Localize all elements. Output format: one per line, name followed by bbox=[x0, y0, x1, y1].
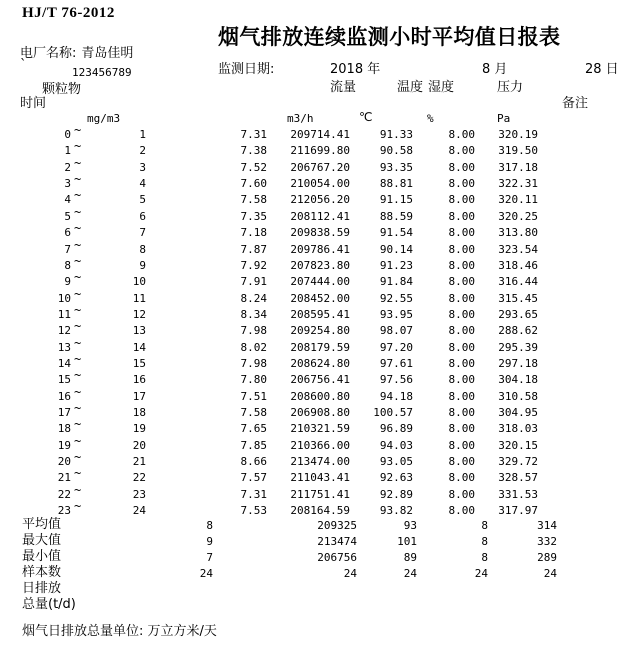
humidity-value: 8.00 bbox=[448, 160, 475, 174]
hour-end: 24 bbox=[132, 504, 146, 518]
pressure-value: 313.80 bbox=[498, 226, 538, 240]
temperature-value: 91.15 bbox=[379, 193, 413, 207]
hour-end: 20 bbox=[132, 438, 146, 452]
temperature-summary: 101 bbox=[397, 535, 417, 548]
hour-start: 13 bbox=[57, 340, 71, 354]
temperature-value: 96.89 bbox=[379, 422, 413, 436]
temperature-value: 97.20 bbox=[379, 340, 413, 354]
flow-summary: 213474 bbox=[317, 535, 357, 548]
temperature-value: 91.23 bbox=[379, 258, 413, 272]
temperature-value: 93.05 bbox=[379, 455, 413, 468]
column-header-time: 时间 bbox=[20, 96, 47, 111]
table-row bbox=[0, 302, 637, 323]
hour-end: 1 bbox=[139, 128, 146, 141]
dust-value: 7.60 bbox=[240, 177, 267, 191]
humidity-value: 8.00 bbox=[448, 504, 475, 518]
tilde-mark: ~ bbox=[74, 499, 82, 514]
flow-value: 208595.41 bbox=[290, 307, 350, 321]
table-row bbox=[0, 499, 637, 519]
flow-summary: 206756 bbox=[317, 551, 357, 564]
tilde-mark: ~ bbox=[74, 319, 82, 334]
temperature-summary: 24 bbox=[403, 567, 417, 580]
flow-value: 211751.41 bbox=[290, 487, 350, 501]
unit-dust: mg/m3 bbox=[87, 112, 121, 125]
tick-mark: ` bbox=[20, 58, 27, 73]
dust-value: 8.24 bbox=[240, 291, 267, 305]
hour-end: 5 bbox=[139, 193, 146, 207]
hour-start: 17 bbox=[57, 406, 71, 419]
report-title: 烟气排放连续监测小时平均值日报表 bbox=[218, 25, 561, 49]
tilde-mark: ~ bbox=[74, 466, 82, 481]
dust-value: 7.58 bbox=[240, 193, 267, 207]
dust-value: 7.58 bbox=[240, 406, 267, 419]
hour-end: 13 bbox=[132, 324, 146, 338]
dust-value: 7.92 bbox=[240, 258, 267, 272]
flow-value: 210366.00 bbox=[290, 438, 350, 452]
temperature-value: 91.54 bbox=[379, 226, 413, 240]
tilde-mark: ~ bbox=[74, 351, 82, 366]
humidity-value: 8.00 bbox=[448, 307, 475, 321]
table-row bbox=[0, 417, 637, 437]
monitor-date-year: 2018 年 bbox=[330, 62, 381, 77]
humidity-summary: 8 bbox=[481, 551, 488, 564]
hour-start: 15 bbox=[57, 373, 71, 387]
flow-value: 210321.59 bbox=[290, 422, 350, 436]
humidity-summary: 8 bbox=[481, 535, 488, 548]
dust-summary: 9 bbox=[206, 535, 213, 548]
hour-end: 2 bbox=[139, 144, 146, 158]
dust-value: 7.31 bbox=[240, 487, 267, 501]
temperature-value: 91.33 bbox=[379, 128, 413, 141]
column-header-pressure: 压力 bbox=[497, 80, 524, 95]
tilde-mark: ~ bbox=[74, 139, 82, 154]
temperature-summary: 93 bbox=[403, 519, 417, 532]
pressure-value: 320.11 bbox=[498, 193, 538, 207]
pressure-summary: 24 bbox=[543, 567, 557, 580]
table-row bbox=[0, 319, 637, 339]
table-row bbox=[0, 237, 637, 258]
hour-start: 18 bbox=[57, 422, 71, 436]
table-row bbox=[0, 123, 637, 143]
dust-value: 7.35 bbox=[240, 209, 267, 223]
tilde-mark: ~ bbox=[74, 482, 82, 497]
dust-value: 7.98 bbox=[240, 356, 267, 370]
pressure-value: 295.39 bbox=[498, 340, 538, 354]
temperature-value: 97.61 bbox=[379, 356, 413, 370]
hour-start: 12 bbox=[57, 324, 71, 338]
flow-value: 208164.59 bbox=[290, 504, 350, 518]
humidity-value: 8.00 bbox=[448, 340, 475, 354]
unit-temperature: ℃ bbox=[359, 110, 373, 124]
temperature-value: 90.14 bbox=[379, 242, 413, 256]
summary-extra-label: 日排放 bbox=[22, 581, 62, 596]
table-row bbox=[0, 139, 637, 159]
flow-value: 206908.80 bbox=[290, 406, 350, 419]
temperature-value: 91.84 bbox=[379, 275, 413, 289]
flow-value: 208112.41 bbox=[290, 209, 350, 223]
hour-start: 0 bbox=[64, 128, 71, 141]
table-row bbox=[0, 221, 637, 241]
hour-start: 16 bbox=[57, 389, 71, 403]
column-header-humidity: 湿度 bbox=[428, 80, 455, 95]
flow-value: 209786.41 bbox=[290, 242, 350, 256]
humidity-value: 8.00 bbox=[448, 389, 475, 403]
table-row bbox=[0, 172, 637, 192]
monitor-date-label: 监测日期: bbox=[218, 62, 275, 77]
humidity-value: 8.00 bbox=[448, 438, 475, 452]
dust-summary: 7 bbox=[206, 551, 213, 564]
tilde-mark: ~ bbox=[74, 270, 82, 285]
hour-start: 10 bbox=[57, 291, 71, 305]
pressure-value: 317.97 bbox=[498, 504, 538, 518]
pressure-value: 317.18 bbox=[498, 160, 538, 174]
humidity-value: 8.00 bbox=[448, 487, 475, 501]
pressure-value: 310.58 bbox=[498, 389, 538, 403]
pressure-value: 297.18 bbox=[498, 356, 538, 370]
tilde-mark: ~ bbox=[74, 253, 82, 268]
hour-end: 15 bbox=[132, 356, 146, 370]
table-row bbox=[0, 351, 637, 372]
flow-value: 208624.80 bbox=[290, 356, 350, 370]
humidity-value: 8.00 bbox=[448, 406, 475, 419]
hour-end: 12 bbox=[132, 307, 146, 321]
plant-name-line bbox=[20, 47, 133, 60]
dust-value: 7.65 bbox=[240, 422, 267, 436]
table-row bbox=[0, 482, 637, 503]
dust-value: 7.52 bbox=[240, 160, 267, 174]
tilde-mark: ~ bbox=[74, 204, 82, 219]
hour-end: 22 bbox=[132, 471, 146, 485]
summary-label: 最小值 bbox=[22, 549, 62, 564]
humidity-value: 8.00 bbox=[448, 373, 475, 387]
tilde-mark: ~ bbox=[74, 335, 82, 350]
temperature-value: 93.35 bbox=[379, 160, 413, 174]
humidity-summary: 24 bbox=[474, 567, 488, 580]
humidity-summary: 8 bbox=[481, 519, 488, 532]
flow-value: 211699.80 bbox=[290, 144, 350, 158]
humidity-value: 8.00 bbox=[448, 177, 475, 191]
humidity-value: 8.00 bbox=[448, 422, 475, 436]
pressure-value: 316.44 bbox=[498, 275, 538, 289]
hour-end: 6 bbox=[139, 209, 146, 223]
unit-humidity: % bbox=[427, 112, 434, 125]
pressure-value: 293.65 bbox=[498, 307, 538, 321]
summary-row bbox=[0, 566, 637, 582]
summary-label: 平均值 bbox=[22, 517, 62, 532]
plant-code: 123456789 bbox=[72, 66, 132, 79]
tilde-mark: ~ bbox=[74, 188, 82, 203]
pressure-value: 320.15 bbox=[498, 438, 538, 452]
unit-pressure: Pa bbox=[497, 112, 511, 125]
flow-value: 206767.20 bbox=[290, 160, 350, 174]
tilde-mark: ~ bbox=[74, 401, 82, 415]
dust-value: 7.85 bbox=[240, 438, 267, 452]
pressure-value: 288.62 bbox=[498, 324, 538, 338]
tilde-mark: ~ bbox=[74, 450, 82, 464]
dust-value: 7.31 bbox=[240, 128, 267, 141]
hour-start: 4 bbox=[64, 193, 71, 207]
temperature-value: 88.81 bbox=[379, 177, 413, 191]
flow-value: 212056.20 bbox=[290, 193, 350, 207]
pressure-value: 323.54 bbox=[498, 242, 538, 256]
summary-extra-label: 总量(t/d) bbox=[22, 597, 76, 612]
dust-value: 7.38 bbox=[240, 144, 267, 158]
pressure-value: 328.57 bbox=[498, 471, 538, 485]
dust-value: 7.51 bbox=[240, 389, 267, 403]
hour-start: 2 bbox=[64, 160, 71, 174]
hour-end: 8 bbox=[139, 242, 146, 256]
footer-note: 烟气日排放总量单位: 万立方米/天 bbox=[22, 624, 217, 639]
hour-start: 11 bbox=[57, 307, 71, 321]
hour-start: 3 bbox=[64, 177, 71, 191]
temperature-value: 94.03 bbox=[379, 438, 413, 452]
dust-value: 8.34 bbox=[240, 307, 267, 321]
pressure-value: 318.46 bbox=[498, 258, 538, 272]
flow-summary: 24 bbox=[343, 567, 357, 580]
flow-value: 209838.59 bbox=[290, 226, 350, 240]
hour-start: 14 bbox=[57, 356, 71, 370]
dust-value: 7.18 bbox=[240, 226, 267, 240]
summary-row bbox=[0, 534, 637, 550]
temperature-value: 93.82 bbox=[379, 504, 413, 518]
table-row bbox=[0, 286, 637, 307]
hour-end: 4 bbox=[139, 177, 146, 191]
dust-summary: 8 bbox=[206, 519, 213, 532]
standard-code: HJ/T 76-2012 bbox=[22, 5, 115, 21]
humidity-value: 8.00 bbox=[448, 471, 475, 485]
hour-start: 22 bbox=[57, 487, 71, 501]
flow-value: 208600.80 bbox=[290, 389, 350, 403]
hour-end: 10 bbox=[132, 275, 146, 289]
monitor-date-day: 28 日 bbox=[585, 62, 619, 77]
table-row bbox=[0, 433, 637, 454]
tilde-mark: ~ bbox=[74, 384, 82, 399]
dust-summary: 24 bbox=[199, 567, 213, 580]
hour-start: 21 bbox=[57, 471, 71, 485]
hour-start: 7 bbox=[64, 242, 71, 256]
hour-start: 1 bbox=[64, 144, 71, 158]
column-header-temperature: 温度 bbox=[397, 80, 424, 95]
humidity-value: 8.00 bbox=[448, 324, 475, 338]
plant-name-value: 青岛佳明 bbox=[81, 46, 134, 61]
flow-value: 208452.00 bbox=[290, 291, 350, 305]
summary-label: 样本数 bbox=[22, 565, 62, 580]
temperature-value: 88.59 bbox=[379, 209, 413, 223]
pressure-summary: 289 bbox=[537, 551, 557, 564]
flow-value: 207444.00 bbox=[290, 275, 350, 289]
flow-value: 207823.80 bbox=[290, 258, 350, 272]
humidity-value: 8.00 bbox=[448, 291, 475, 305]
tilde-mark: ~ bbox=[74, 302, 82, 317]
table-row bbox=[0, 253, 637, 274]
tilde-mark: ~ bbox=[74, 417, 82, 432]
pressure-value: 304.18 bbox=[498, 373, 538, 387]
temperature-value: 92.55 bbox=[379, 291, 413, 305]
humidity-value: 8.00 bbox=[448, 356, 475, 370]
flow-value: 213474.00 bbox=[290, 455, 350, 468]
dust-value: 7.91 bbox=[240, 275, 267, 289]
hour-start: 5 bbox=[64, 209, 71, 223]
tilde-mark: ~ bbox=[74, 221, 82, 236]
hour-start: 20 bbox=[57, 455, 71, 468]
hour-start: 19 bbox=[57, 438, 71, 452]
temperature-value: 100.57 bbox=[373, 406, 413, 419]
table-row bbox=[0, 466, 637, 486]
temperature-value: 92.63 bbox=[379, 471, 413, 485]
pressure-value: 319.50 bbox=[498, 144, 538, 158]
table-row bbox=[0, 335, 637, 356]
summary-extra-row bbox=[0, 598, 637, 614]
humidity-value: 8.00 bbox=[448, 209, 475, 223]
humidity-value: 8.00 bbox=[448, 193, 475, 207]
humidity-value: 8.00 bbox=[448, 128, 475, 141]
tilde-mark: ~ bbox=[74, 155, 82, 170]
hour-end: 17 bbox=[132, 389, 146, 403]
humidity-value: 8.00 bbox=[448, 258, 475, 272]
temperature-value: 97.56 bbox=[379, 373, 413, 387]
flow-value: 206756.41 bbox=[290, 373, 350, 387]
temperature-value: 98.07 bbox=[379, 324, 413, 338]
humidity-value: 8.00 bbox=[448, 242, 475, 256]
hour-end: 14 bbox=[132, 340, 146, 354]
dust-value: 7.87 bbox=[240, 242, 267, 256]
flow-value: 209714.41 bbox=[290, 128, 350, 141]
table-row bbox=[0, 204, 637, 225]
dust-value: 7.98 bbox=[240, 324, 267, 338]
humidity-value: 8.00 bbox=[448, 455, 475, 468]
tilde-mark: ~ bbox=[74, 123, 82, 137]
dust-value: 7.53 bbox=[240, 504, 267, 518]
hour-end: 16 bbox=[132, 373, 146, 387]
table-row bbox=[0, 368, 637, 388]
flow-value: 210054.00 bbox=[290, 177, 350, 191]
table-row bbox=[0, 155, 637, 176]
humidity-value: 8.00 bbox=[448, 275, 475, 289]
temperature-value: 93.95 bbox=[379, 307, 413, 321]
pressure-value: 329.72 bbox=[498, 455, 538, 468]
temperature-value: 92.89 bbox=[379, 487, 413, 501]
dust-value: 8.02 bbox=[240, 340, 267, 354]
column-header-flow: 流量 bbox=[330, 80, 357, 95]
hour-start: 23 bbox=[57, 504, 71, 518]
unit-flow: m3/h bbox=[287, 112, 314, 125]
humidity-value: 8.00 bbox=[448, 226, 475, 240]
summary-label: 最大值 bbox=[22, 533, 62, 548]
pressure-value: 304.95 bbox=[498, 406, 538, 419]
tilde-mark: ~ bbox=[74, 433, 82, 448]
summary-row bbox=[0, 550, 637, 566]
hour-end: 18 bbox=[132, 406, 146, 419]
tilde-mark: ~ bbox=[74, 237, 82, 252]
flow-value: 209254.80 bbox=[290, 324, 350, 338]
tilde-mark: ~ bbox=[74, 286, 82, 301]
hour-end: 23 bbox=[132, 487, 146, 501]
temperature-value: 94.18 bbox=[379, 389, 413, 403]
monitor-date-month: 8 月 bbox=[482, 62, 508, 77]
hour-start: 8 bbox=[64, 258, 71, 272]
flow-summary: 209325 bbox=[317, 519, 357, 532]
pressure-value: 320.25 bbox=[498, 209, 538, 223]
temperature-summary: 89 bbox=[403, 551, 417, 564]
table-row bbox=[0, 188, 637, 208]
summary-extra-row bbox=[0, 582, 637, 598]
hour-start: 9 bbox=[64, 275, 71, 289]
column-header-remark: 备注 bbox=[562, 96, 589, 111]
pressure-value: 318.03 bbox=[498, 422, 538, 436]
table-row bbox=[0, 384, 637, 405]
hour-start: 6 bbox=[64, 226, 71, 240]
pressure-value: 331.53 bbox=[498, 487, 538, 501]
hour-end: 3 bbox=[139, 160, 146, 174]
column-header-dust: 颗粒物 bbox=[42, 82, 82, 97]
humidity-value: 8.00 bbox=[448, 144, 475, 158]
summary-row bbox=[0, 518, 637, 534]
dust-value: 7.57 bbox=[240, 471, 267, 485]
temperature-value: 90.58 bbox=[379, 144, 413, 158]
plant-name-label: 电厂名称: bbox=[20, 46, 77, 61]
table-row bbox=[0, 450, 637, 470]
table-row bbox=[0, 270, 637, 290]
hour-end: 19 bbox=[132, 422, 146, 436]
tilde-mark: ~ bbox=[74, 172, 82, 187]
hour-end: 7 bbox=[139, 226, 146, 240]
dust-value: 8.66 bbox=[240, 455, 267, 468]
table-row bbox=[0, 401, 637, 421]
pressure-value: 320.19 bbox=[498, 128, 538, 141]
pressure-summary: 332 bbox=[537, 535, 557, 548]
flow-value: 208179.59 bbox=[290, 340, 350, 354]
tilde-mark: ~ bbox=[74, 368, 82, 383]
hour-end: 9 bbox=[139, 258, 146, 272]
pressure-value: 322.31 bbox=[498, 177, 538, 191]
dust-value: 7.80 bbox=[240, 373, 267, 387]
flow-value: 211043.41 bbox=[290, 471, 350, 485]
pressure-summary: 314 bbox=[537, 519, 557, 532]
hour-end: 11 bbox=[132, 291, 146, 305]
pressure-value: 315.45 bbox=[498, 291, 538, 305]
hour-end: 21 bbox=[132, 455, 146, 468]
